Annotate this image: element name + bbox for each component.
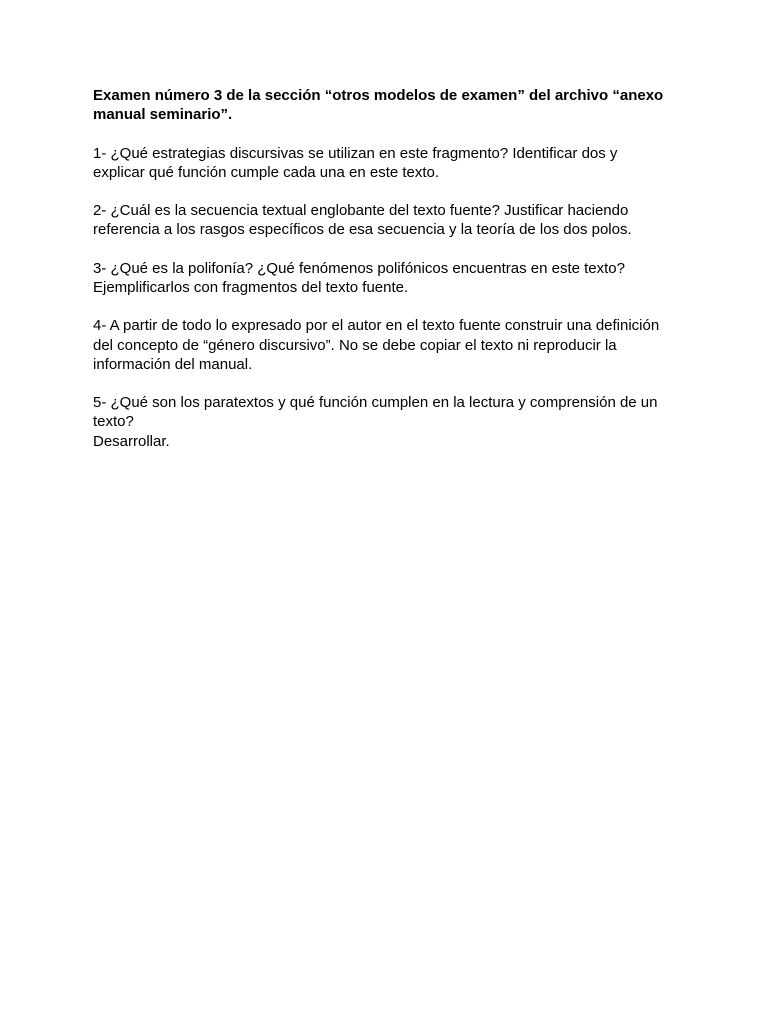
question-5 [93,393,668,451]
question-text: 2- ¿Cuál es la secuencia textual englobante del texto fuente? Justificar haciendo referencia a los rasgos específicos de esa secuencia y la teoría de los dos polos. [93,202,632,239]
question-followup: Desarrollar. [93,432,170,450]
question-4 [93,316,668,374]
question-1 [93,144,668,182]
question-text: 4- A partir de todo lo expresado por el autor en el texto fuente construir una definición del concepto de “género discursivo”. No se debe copiar el texto ni reproducir la información del manual. [93,317,660,373]
document-body [93,86,668,470]
question-text: 5- ¿Qué son los paratextos y qué función cumplen en la lectura y comprensión de un texto? [93,394,658,431]
question-text: 1- ¿Qué estrategias discursivas se utilizan en este fragmento? Identificar dos y explicar qué función cumple cada una en este texto. [93,144,618,181]
question-3 [93,259,668,297]
question-text: 3- ¿Qué es la polifonía? ¿Qué fenómenos polifónicos encuentras en este texto? Ejemplificarlos con fragmentos del texto fuente. [93,259,625,296]
question-2 [93,201,668,239]
document-title: Examen número 3 de la sección “otros modelos de examen” del archivo “anexo manual seminario”. [93,87,664,124]
